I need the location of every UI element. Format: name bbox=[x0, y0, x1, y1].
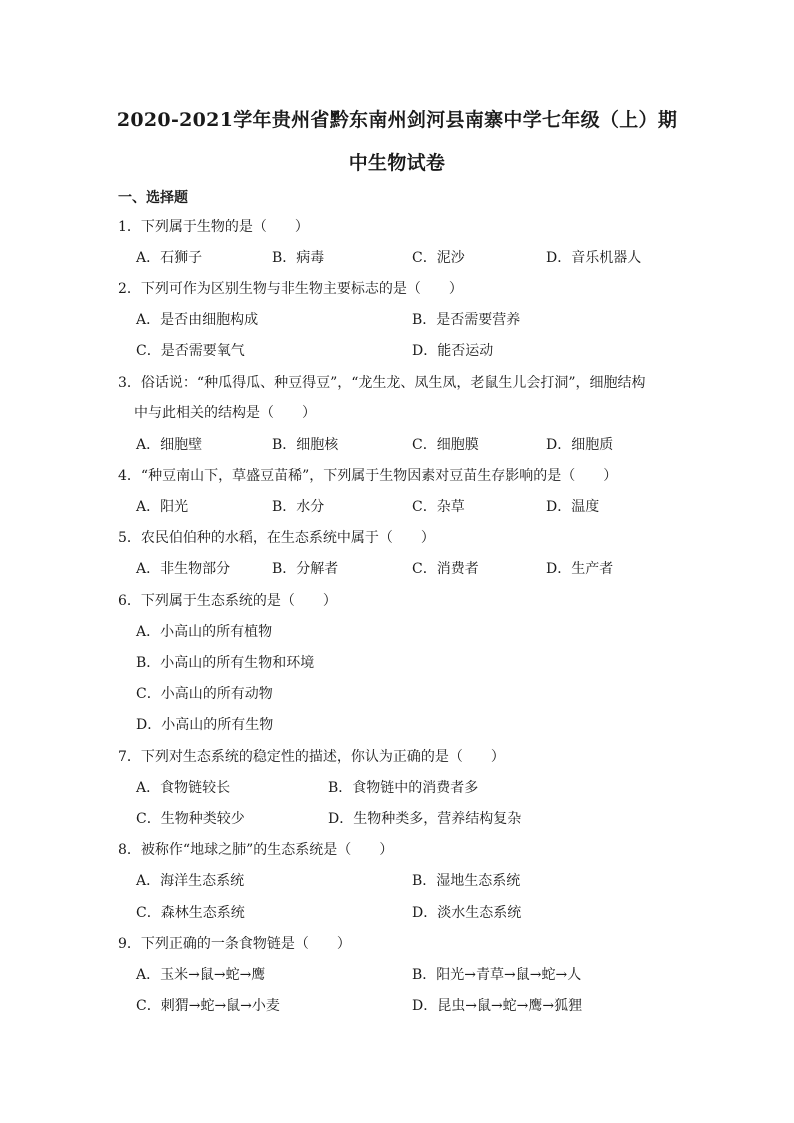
question-3-stem: 3．俗话说：“种瓜得瓜、种豆得豆”，“龙生龙、凤生凤，老鼠生儿会打洞”，细胞结构 bbox=[118, 375, 646, 391]
question-2-option-b: B．是否需要营养 bbox=[412, 312, 521, 328]
question-5-option-b: B．分解者 bbox=[272, 561, 339, 577]
exam-title-line-1: 2020-2021学年贵州省黔东南州剑河县南寨中学七年级（上）期 bbox=[116, 109, 678, 131]
question-9-option-a: A．玉米→鼠→蛇→鹰 bbox=[136, 967, 266, 983]
question-6-option-c: C．小高山的所有动物 bbox=[136, 686, 273, 702]
question-3-option-b: B．细胞核 bbox=[272, 437, 339, 453]
question-4-option-d: D．温度 bbox=[546, 499, 600, 515]
question-3-option-c: C．细胞膜 bbox=[412, 437, 479, 453]
question-5-option-d: D．生产者 bbox=[546, 561, 614, 577]
question-7-option-b: B．食物链中的消费者多 bbox=[328, 780, 479, 796]
question-6-option-b: B．小高山的所有生物和环境 bbox=[136, 655, 315, 671]
question-4-stem: 4．“种豆南山下，草盛豆苗稀”，下列属于生物因素对豆苗生存影响的是（ ） bbox=[118, 468, 618, 484]
section-heading: 一、选择题 bbox=[118, 190, 188, 206]
question-1-stem: 1．下列属于生物的是（ ） bbox=[118, 219, 309, 235]
question-2-option-a: A．是否由细胞构成 bbox=[136, 312, 259, 328]
question-1-option-d: D．音乐机器人 bbox=[546, 250, 642, 266]
question-3-option-a: A．细胞壁 bbox=[136, 437, 203, 453]
question-5-option-c: C．消费者 bbox=[412, 561, 479, 577]
question-3-option-d: D．细胞质 bbox=[546, 437, 614, 453]
question-1-option-c: C．泥沙 bbox=[412, 250, 465, 266]
question-9-option-c: C．刺猬→蛇→鼠→小麦 bbox=[136, 998, 280, 1014]
question-9-option-d: D．昆虫→鼠→蛇→鹰→狐狸 bbox=[412, 998, 583, 1014]
exam-title-line-2: 中生物试卷 bbox=[348, 152, 446, 174]
question-7-option-a: A．食物链较长 bbox=[136, 780, 231, 796]
question-8-stem: 8．被称作“地球之肺”的生态系统是（ ） bbox=[118, 842, 394, 858]
question-2-option-d: D．能否运动 bbox=[412, 343, 494, 359]
question-4-option-a: A．阳光 bbox=[136, 499, 189, 515]
question-7-option-d: D．生物种类多，营养结构复杂 bbox=[328, 811, 522, 827]
question-2-stem: 2．下列可作为区别生物与非生物主要标志的是（ ） bbox=[118, 281, 463, 297]
question-8-option-a: A．海洋生态系统 bbox=[136, 873, 245, 889]
question-1-option-b: B．病毒 bbox=[272, 250, 325, 266]
question-7-stem: 7．下列对生态系统的稳定性的描述，你认为正确的是（ ） bbox=[118, 749, 505, 765]
question-8-option-c: C．森林生态系统 bbox=[136, 905, 245, 921]
question-1-option-a: A．石狮子 bbox=[136, 250, 203, 266]
question-8-option-d: D．淡水生态系统 bbox=[412, 905, 522, 921]
question-4-option-c: C．杂草 bbox=[412, 499, 465, 515]
question-6-stem: 6．下列属于生态系统的是（ ） bbox=[118, 593, 337, 609]
question-3-stem-continued: 中与此相关的结构是（ ） bbox=[134, 405, 316, 421]
question-6-option-d: D．小高山的所有生物 bbox=[136, 717, 274, 733]
question-5-option-a: A．非生物部分 bbox=[136, 561, 231, 577]
question-2-option-c: C．是否需要氧气 bbox=[136, 343, 245, 359]
question-9-option-b: B．阳光→青草→鼠→蛇→人 bbox=[412, 967, 582, 983]
question-5-stem: 5．农民伯伯种的水稻，在生态系统中属于（ ） bbox=[118, 530, 435, 546]
question-7-option-c: C．生物种类较少 bbox=[136, 811, 245, 827]
question-6-option-a: A．小高山的所有植物 bbox=[136, 624, 273, 640]
question-4-option-b: B．水分 bbox=[272, 499, 325, 515]
question-9-stem: 9．下列正确的一条食物链是（ ） bbox=[118, 936, 351, 952]
question-8-option-b: B．湿地生态系统 bbox=[412, 873, 521, 889]
